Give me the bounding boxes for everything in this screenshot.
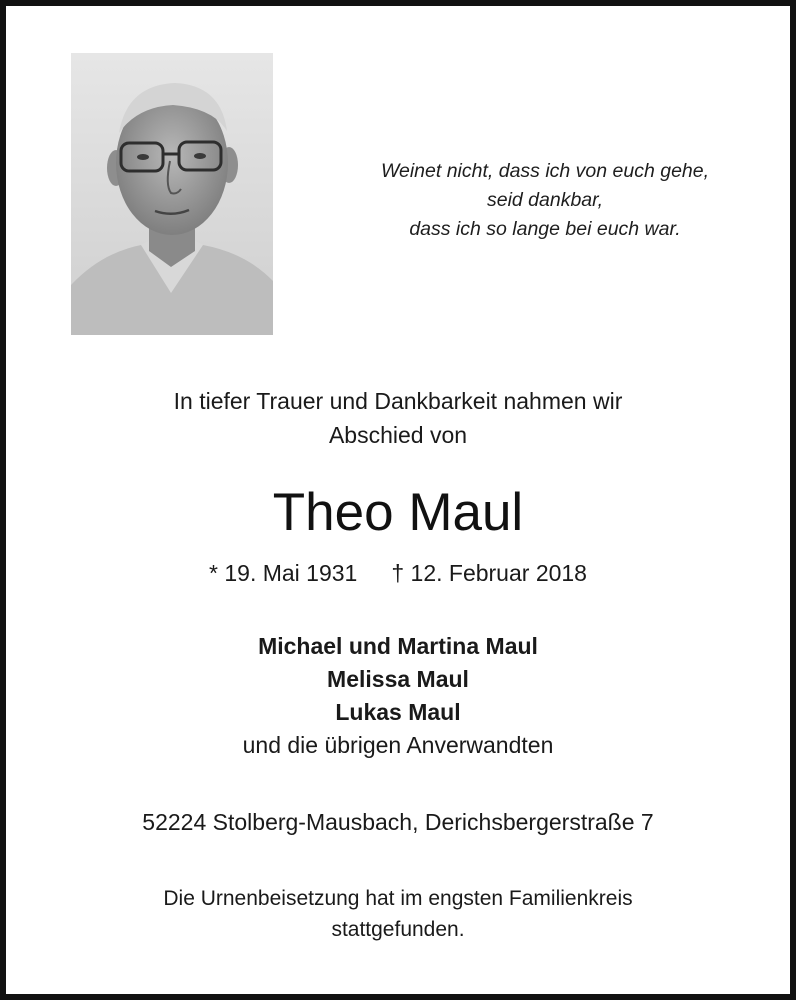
intro-line: Abschied von bbox=[328, 422, 468, 448]
death-date: † 12. Februar 2018 bbox=[391, 560, 587, 586]
intro-line: In tiefer Trauer und Dankbarkeit nahmen wir bbox=[173, 388, 623, 414]
deceased-name: Theo Maul bbox=[272, 483, 524, 542]
mourners-list bbox=[0, 630, 796, 762]
mourner-name: Michael und Martina Maul bbox=[258, 633, 538, 659]
other-relatives: und die übrigen Anverwandten bbox=[242, 732, 554, 758]
intro-text bbox=[0, 384, 796, 452]
portrait-photo bbox=[71, 53, 273, 335]
quote-line: dass ich so lange bei euch war. bbox=[409, 218, 681, 240]
notice-line: Die Urnenbeisetzung hat im engsten Familienkreis bbox=[163, 887, 633, 910]
notice-line: stattgefunden. bbox=[331, 918, 465, 941]
quote-line: Weinet nicht, dass ich von euch gehe, bbox=[380, 160, 710, 182]
family-address: 52224 Stolberg-Mausbach, Derichsbergerstraße 7 bbox=[142, 809, 654, 835]
memorial-quote bbox=[330, 157, 760, 244]
burial-notice bbox=[0, 883, 796, 945]
mourner-name: Melissa Maul bbox=[327, 666, 469, 692]
birth-date: * 19. Mai 1931 bbox=[209, 560, 358, 586]
portrait-image bbox=[71, 53, 273, 335]
life-dates bbox=[0, 556, 796, 590]
mourner-name: Lukas Maul bbox=[335, 699, 461, 725]
quote-line: seid dankbar, bbox=[486, 189, 603, 211]
